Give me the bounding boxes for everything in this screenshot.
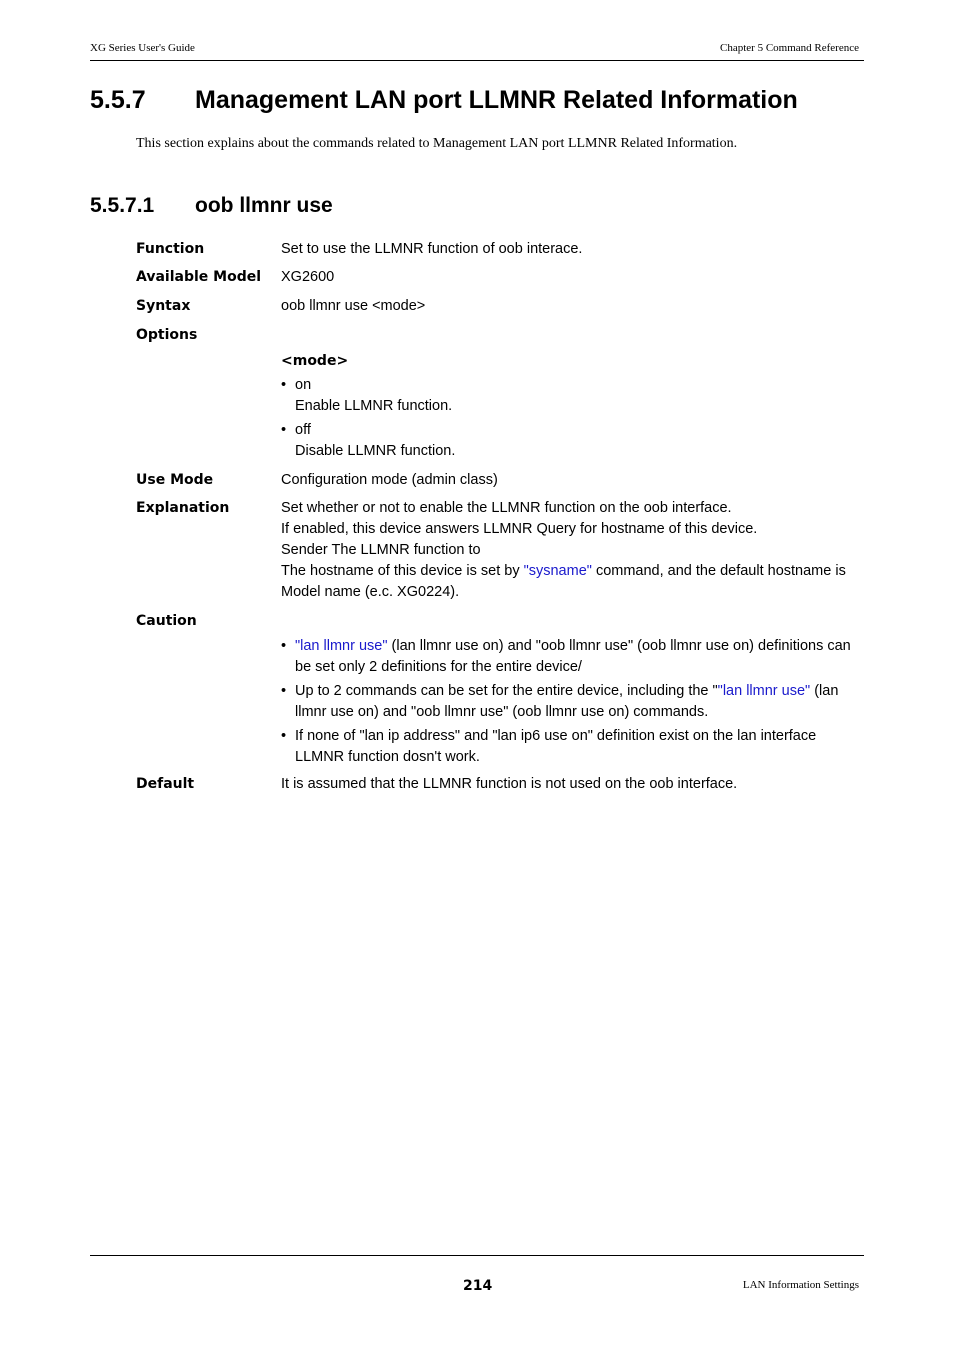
option-name: off xyxy=(295,422,311,438)
caution-item xyxy=(0,681,954,723)
section-title: Management LAN port LLMNR Related Information xyxy=(195,86,798,114)
explanation-text: command, and the default hostname is xyxy=(591,563,846,579)
value-syntax: oob llmnr use <mode> xyxy=(281,298,426,314)
value-use-mode: Configuration mode (admin class) xyxy=(281,472,498,488)
value-default: It is assumed that the LLMNR function is not used on the oob interface. xyxy=(281,776,738,792)
header-left: XG Series User's Guide xyxy=(90,42,195,54)
explanation-line: Model name (e.c. XG0224). xyxy=(281,584,460,600)
caution-item xyxy=(0,636,954,678)
page-number: 214 xyxy=(463,1278,493,1294)
value-available-model: XG2600 xyxy=(281,269,335,285)
lan-llmnr-use-link[interactable]: "lan llmnr use" xyxy=(717,683,811,699)
subsection-number: 5.5.7.1 xyxy=(90,194,155,217)
footer-right: LAN Information Settings xyxy=(742,1279,859,1291)
explanation-line: If enabled, this device answers LLMNR Query for hostname of this device. xyxy=(281,521,758,537)
caution-text: Up to 2 commands can be set for the entire device, including the " xyxy=(295,683,718,699)
caution-text: (lan llmnr use on) and "oob llmnr use" (oob llmnr use on) definitions can xyxy=(387,638,851,654)
subsection-title: oob llmnr use xyxy=(195,194,333,217)
header-right: Chapter 5 Command Reference xyxy=(720,42,859,54)
bullet: • xyxy=(281,377,287,393)
label-caution: Caution xyxy=(136,613,197,629)
label-available-model: Available Model xyxy=(136,269,262,285)
lan-llmnr-use-link[interactable]: "lan llmnr use" xyxy=(295,638,388,654)
option-name: on xyxy=(295,377,312,393)
option-desc: Enable LLMNR function. xyxy=(295,398,453,414)
explanation-line xyxy=(281,561,866,582)
option-param-mode: <mode> xyxy=(281,353,349,369)
caution-text: llmnr use on) and "oob llmnr use" (oob llmnr use on) commands. xyxy=(295,703,709,720)
explanation-line: Sender The LLMNR function to xyxy=(281,542,481,558)
label-use-mode: Use Mode xyxy=(136,472,214,488)
caution-text: be set only 2 definitions for the entire device/ xyxy=(295,658,582,675)
sysname-link[interactable]: "sysname" xyxy=(523,563,592,579)
label-syntax: Syntax xyxy=(136,298,191,314)
section-number: 5.5.7 xyxy=(90,86,146,114)
header-rule xyxy=(90,60,864,61)
explanation-body xyxy=(281,498,866,603)
caution-text: (lan xyxy=(810,683,839,699)
caution-text: If none of "lan ip address" and "lan ip6 use on" definition exist on the lan interface xyxy=(295,728,817,744)
bullet: • xyxy=(281,728,287,744)
section-intro: This section explains about the commands related to Management LAN port LLMNR Related Information. xyxy=(136,136,738,151)
caution-item xyxy=(0,726,954,768)
caution-text: LLMNR function dosn't work. xyxy=(295,748,480,765)
option-desc: Disable LLMNR function. xyxy=(295,443,456,459)
bullet: • xyxy=(281,683,287,699)
explanation-line: Set whether or not to enable the LLMNR function on the oob interface. xyxy=(281,500,732,516)
bullet: • xyxy=(281,422,287,438)
value-function: Set to use the LLMNR function of oob interace. xyxy=(281,241,583,257)
label-function: Function xyxy=(136,241,205,257)
label-explanation: Explanation xyxy=(136,500,230,516)
footer-rule xyxy=(90,1255,864,1256)
explanation-text: The hostname of this device is set by xyxy=(281,563,524,579)
bullet: • xyxy=(281,638,287,654)
label-default: Default xyxy=(136,776,195,792)
label-options: Options xyxy=(136,327,198,343)
